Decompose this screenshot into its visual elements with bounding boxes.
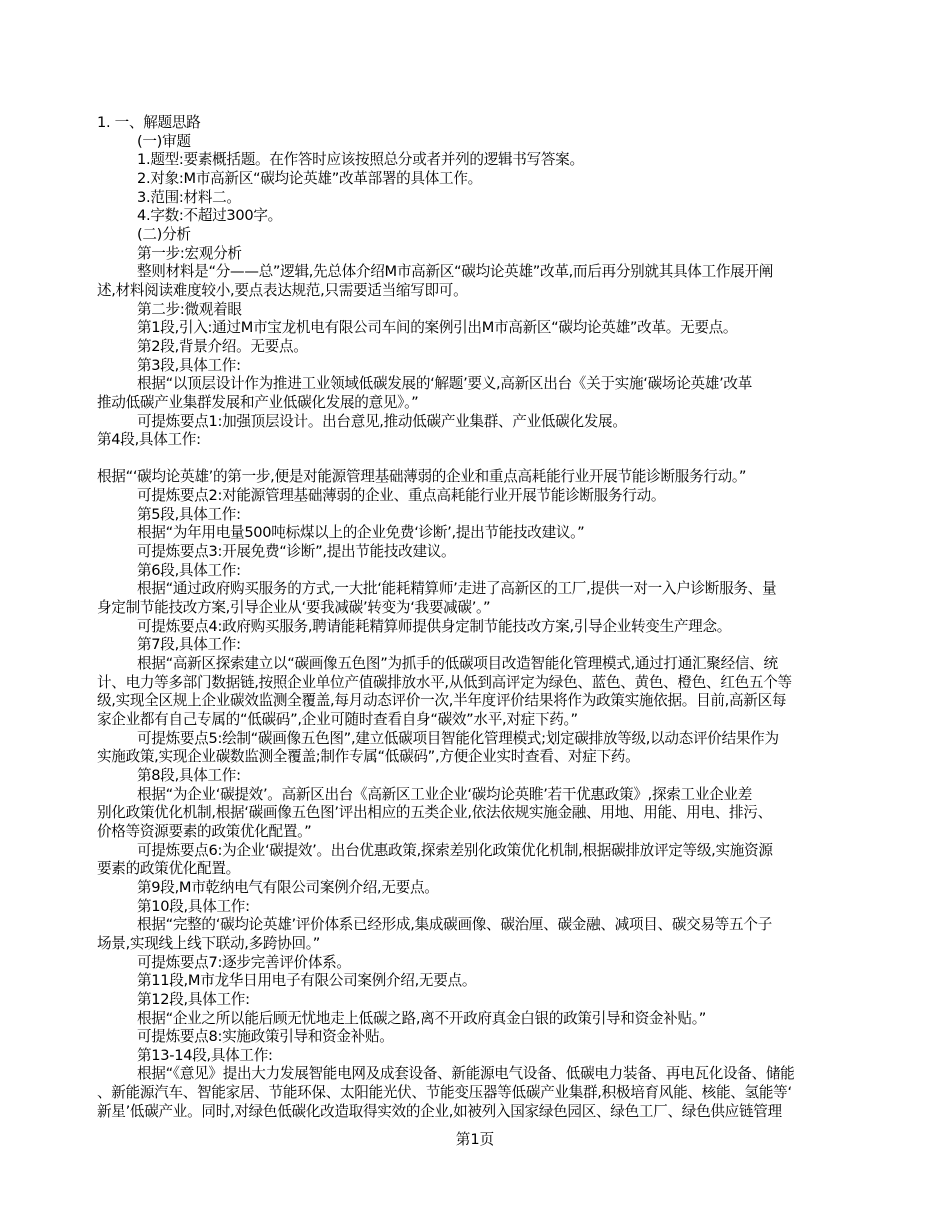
text-line: 第8段,具体工作: [137, 766, 241, 784]
text-line: 第10段,具体工作: [137, 897, 250, 915]
text-line: 可提炼要点4:政府购买服务,聘请能耗精算师提供身定制节能技改方案,引导企业转变生产理念。 [137, 617, 732, 635]
text-line: 根据“以顶层设计作为推进工业领域低碳发展的‘解题’要义,高新区出台《关于实施‘碳场论英雄’改革 [137, 375, 753, 393]
text-line: 别化政策优化机制,根据‘碳画像五色图’评出相应的五类企业,依法依规实施金融、用地、用能、用电、排污、 [97, 804, 772, 822]
text-line: 第7段,具体工作: [137, 636, 241, 654]
text-line: 可提炼要点2:对能源管理基础薄弱的企业、重点高耗能行业开展节能诊断服务行动。 [137, 487, 666, 505]
page-number: 第1页 [455, 1131, 495, 1148]
text-line: 第1段,引入:通过M市宝龙机电有限公司车间的案例引出M市高新区“碳均论英雄”改革。无要点。 [137, 319, 738, 337]
text-line: 价格等资源要素的政策优化配置。” [97, 822, 312, 840]
text-line: 述,材料阅读难度较小,要点表达规范,只需要适当缩写即可。 [97, 281, 468, 299]
text-line: 根据“企业之所以能后顾无忧地走上低碳之路,离不开政府真金白银的政策引导和资金补贴。” [137, 1009, 707, 1027]
text-line: 4.字数:不超过300字。 [137, 207, 282, 225]
text-line: 第9段,M市乾纳电气有限公司案例介绍,无要点。 [137, 878, 439, 896]
text-line: 可提炼要点7:逐步完善评价体系。 [137, 953, 351, 971]
text-line: 根据“‘碳均论英雄’的第一步,便是对能源管理基础薄弱的企业和重点高耗能行业开展节能诊断服务行动。” [97, 468, 747, 486]
text-line: 第12段,具体工作: [137, 990, 250, 1008]
text-line: 新星’低碳产业。同时,对绿色低碳化改造取得实效的企业,如被列入国家绿色园区、绿色工厂、绿色供应链管理 [97, 1102, 782, 1120]
text-line: 、新能源汽车、智能家居、节能环保、太阳能光伏、节能变压器等低碳产业集群,积极培育风能、核能、氢能等‘ [97, 1084, 792, 1102]
text-line: 第13-14段,具体工作: [137, 1046, 273, 1064]
text-line: 要素的政策优化配置。 [97, 860, 240, 878]
text-line: 可提炼要点1:加强顶层设计。出台意见,推动低碳产业集群、产业低碳化发展。 [137, 412, 627, 430]
text-line: 身定制节能技改方案,引导企业从‘要我减碳’转变为‘我要减碳’。” [97, 599, 491, 617]
text-line: 可提炼要点8:实施政策引导和资金补贴。 [137, 1028, 394, 1046]
text-line: 第5段,具体工作: [137, 505, 241, 523]
text-line: 根据“完整的‘碳均论英雄’评价体系已经形成,集成碳画像、碳治厘、碳金融、减项目、碳交易等五个子 [137, 916, 772, 934]
text-line: 根据“为企业‘碳提效’。高新区出台《高新区工业企业‘碳均论英睢’若干优惠政策》,探索工业企业差 [137, 785, 753, 803]
text-line: 1. 一、解题思路 [97, 114, 201, 131]
text-line: 第3段,具体工作: [137, 356, 241, 374]
text-line: 级,实现全区规上企业碳效监测全覆盖,每月动态评价一次,半年度评价结果将作为政策实施依据。目前,高新区每 [97, 692, 787, 710]
text-line: 计、电力等多部门数据链,按照企业单位产值碳排放水平,从低到高评定为绿色、蓝色、黄色、橙色、红色五个等 [97, 673, 792, 691]
blank-line [97, 450, 859, 469]
text-line: 根据“高新区探索建立以“碳画像五色图”为抓手的低碳项目改造智能化管理模式,通过打通汇聚经信、统 [137, 655, 778, 673]
text-line: 第一步:宏观分析 [137, 244, 242, 262]
text-line: 整则材料是“分——总”逻辑,先总体介绍M市高新区“碳均论英雄”改革,而后再分别就其具体工作展开阐 [137, 263, 774, 281]
text-line: (二)分析 [137, 225, 191, 243]
text-line: 第11段,M市龙华日用电子有限公司案例介绍,无要点。 [137, 972, 477, 990]
text-line: 3.范围:材料二。 [137, 188, 241, 206]
text-line: 根据“《意见》提出大力发展智能电网及成套设备、新能源电气设备、低碳电力装备、再电瓦化设备、储能 [137, 1065, 795, 1083]
text-line: 第4段,具体工作: [97, 431, 201, 449]
text-line: 推动低碳产业集群发展和产业低碳化发展的意见》。” [97, 393, 419, 411]
text-line: 第6段,具体工作: [137, 561, 241, 579]
text-line: 实施政策,实现企业碳数监测全覆盖;制作专属“低碳码”,方便企业实时查看、对症下药。 [97, 748, 640, 766]
text-line: 第2段,背景介绍。无要点。 [137, 337, 308, 355]
document-body [97, 114, 859, 1121]
text-line: 第二步:微观着眼 [137, 300, 242, 318]
text-line: 根据“为年用电量500吨标煤以上的企业免费‘诊断’,提出节能技改建议。” [137, 524, 585, 542]
text-line: 可提炼要点6:为企业‘碳提效’。出台优惠政策,探索差别化政策优化机制,根据碳排放评定等级,实施资源 [137, 841, 773, 859]
text-line: 可提炼要点5:绘制“碳画像五色图”,建立低碳项目智能化管理模式;划定碳排放等级,以动态评价结果作为 [137, 729, 779, 747]
text-line: 1.题型:要素概括题。在作答时应该按照总分或者并列的逻辑书写答案。 [137, 151, 584, 169]
text-line: 可提炼要点3:开展免费“诊断”,提出节能技改建议。 [137, 543, 456, 561]
text-line: (一)审题 [137, 132, 191, 150]
text-line: 根据“通过政府购买服务的方式,一大批‘能耗精算师’走进了高新区的工厂,提供一对一入户诊断服务、量 [137, 580, 777, 598]
text-line: 2.对象:M市高新区“碳均论英雄”改革部署的具体工作。 [137, 169, 482, 187]
text-line: 场景,实现线上线下联动,多跨协回。” [97, 934, 321, 952]
text-line: 家企业都有自己专属的“低碳码”,企业可随时查看自身“碳效”水平,对症下药。” [97, 711, 578, 728]
